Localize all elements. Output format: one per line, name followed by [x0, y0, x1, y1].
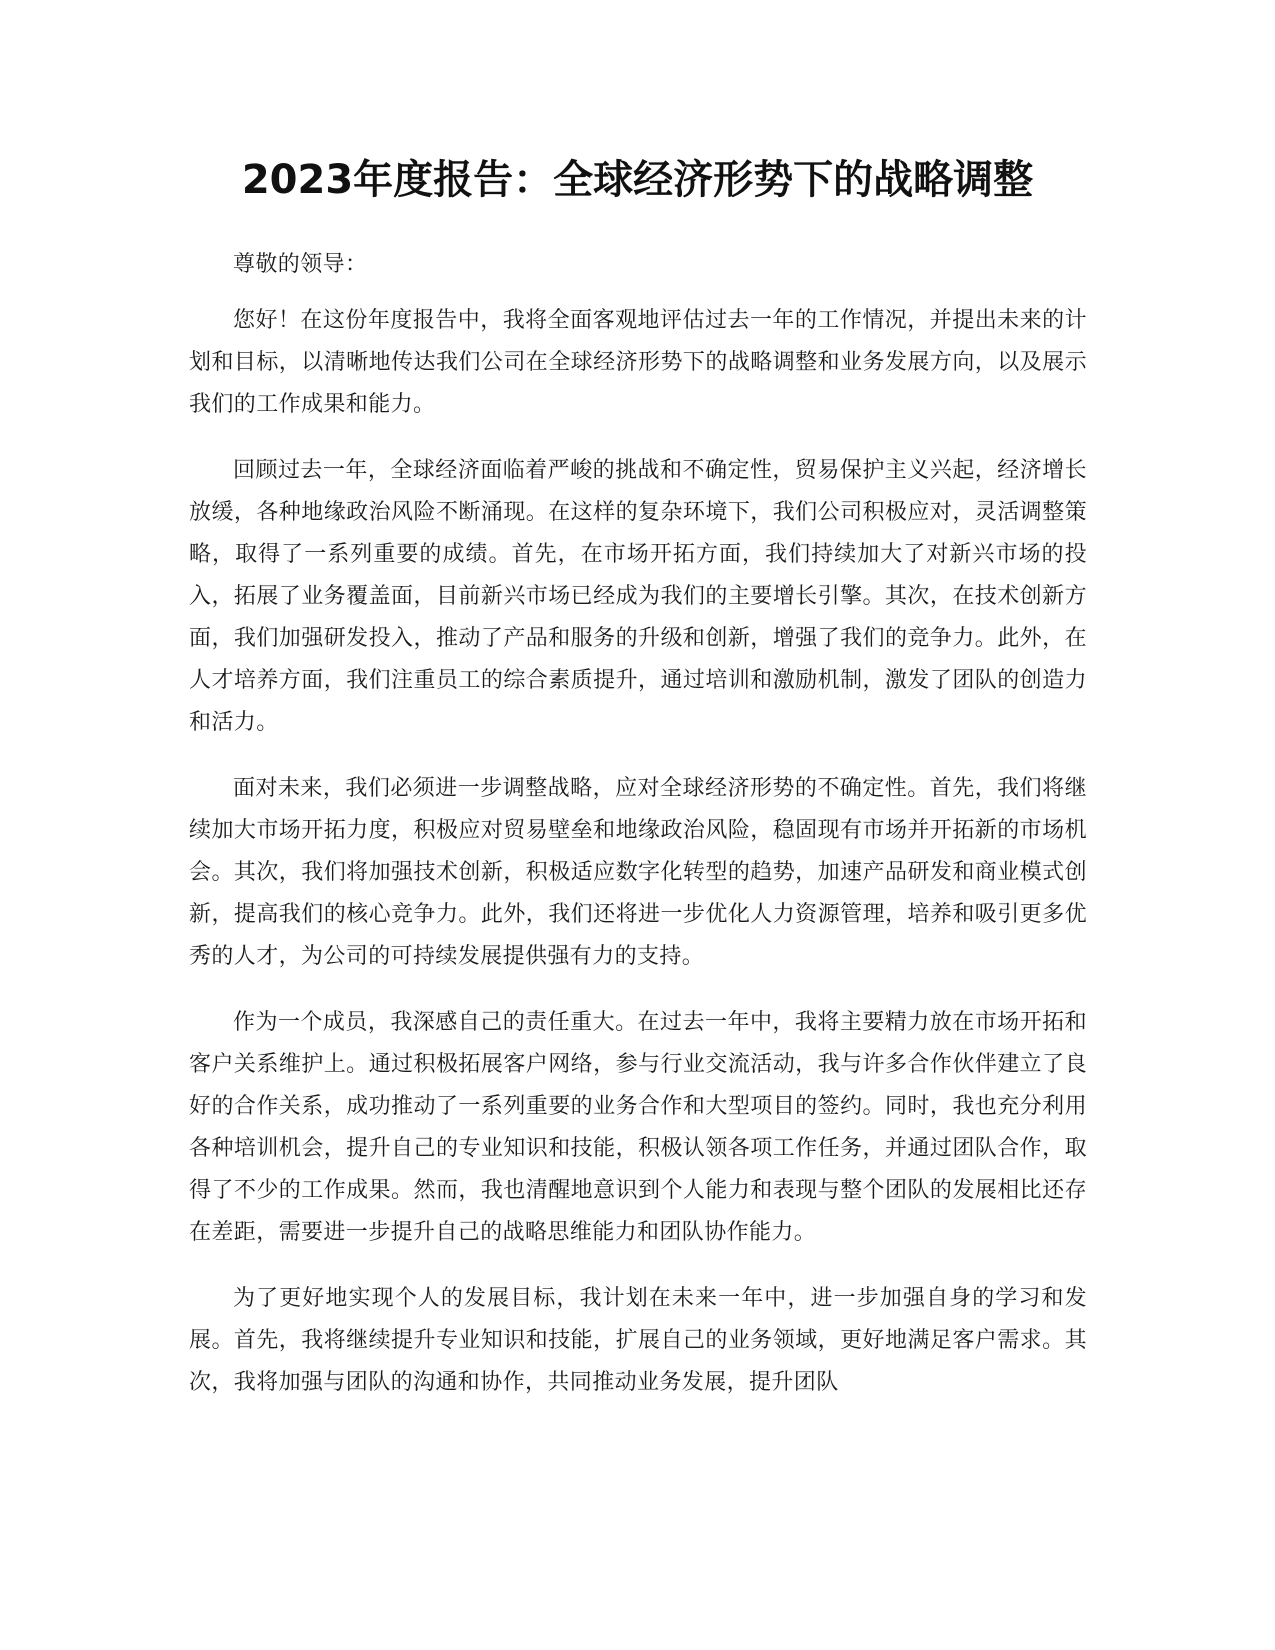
paragraph-review: 回顾过去一年，全球经济面临着严峻的挑战和不确定性，贸易保护主义兴起，经济增长放缓，各种地缘政治风险不断涌现。在这样的复杂环境下，我们公司积极应对，灵活调整策略，取得了一系列重要的成绩。首先，在市场开拓方面，我们持续加大了对新兴市场的投入，拓展了业务覆盖面，目前新兴市场已经成为我们的主要增长引擎。其次，在技术创新方面，我们加强研发投入，推动了产品和服务的升级和创新，增强了我们的竞争力。此外，在人才培养方面，我们注重员工的综合素质提升，通过培训和激励机制，激发了团队的创造力和活力。 — [189, 458, 1087, 735]
paragraph-personal-plan: 为了更好地实现个人的发展目标，我计划在未来一年中，进一步加强自身的学习和发展。首先，我将继续提升专业知识和技能，扩展自己的业务领域，更好地满足客户需求。其次，我将加强与团队的沟通和协作，共同推动业务发展，提升团队 — [189, 1286, 1087, 1395]
paragraph-personal-role: 作为一个成员，我深感自己的责任重大。在过去一年中，我将主要精力放在市场开拓和客户关系维护上。通过积极拓展客户网络，参与行业交流活动，我与许多合作伙伴建立了良好的合作关系，成功推动了一系列重要的业务合作和大型项目的签约。同时，我也充分利用各种培训机会，提升自己的专业知识和技能，积极认领各项工作任务，并通过团队合作，取得了不少的工作成果。然而，我也清醒地意识到个人能力和表现与整个团队的发展相比还存在差距，需要进一步提升自己的战略思维能力和团队协作能力。 — [189, 1010, 1087, 1245]
salutation: 尊敬的领导： — [233, 252, 368, 277]
paragraph-future: 面对未来，我们必须进一步调整战略，应对全球经济形势的不确定性。首先，我们将继续加大市场开拓力度，积极应对贸易壁垒和地缘政治风险，稳固现有市场并开拓新的市场机会。其次，我们将加强技术创新，积极适应数字化转型的趋势，加速产品研发和商业模式创新，提高我们的核心竞争力。此外，我们还将进一步优化人力资源管理，培养和吸引更多优秀的人才，为公司的可持续发展提供强有力的支持。 — [189, 776, 1087, 969]
document-title: 2023年度报告：全球经济形势下的战略调整 — [241, 157, 1034, 203]
document-body — [189, 244, 1087, 1428]
paragraph-intro: 您好！在这份年度报告中，我将全面客观地评估过去一年的工作情况，并提出未来的计划和目标，以清晰地传达我们公司在全球经济形势下的战略调整和业务发展方向，以及展示我们的工作成果和能力。 — [189, 308, 1087, 417]
